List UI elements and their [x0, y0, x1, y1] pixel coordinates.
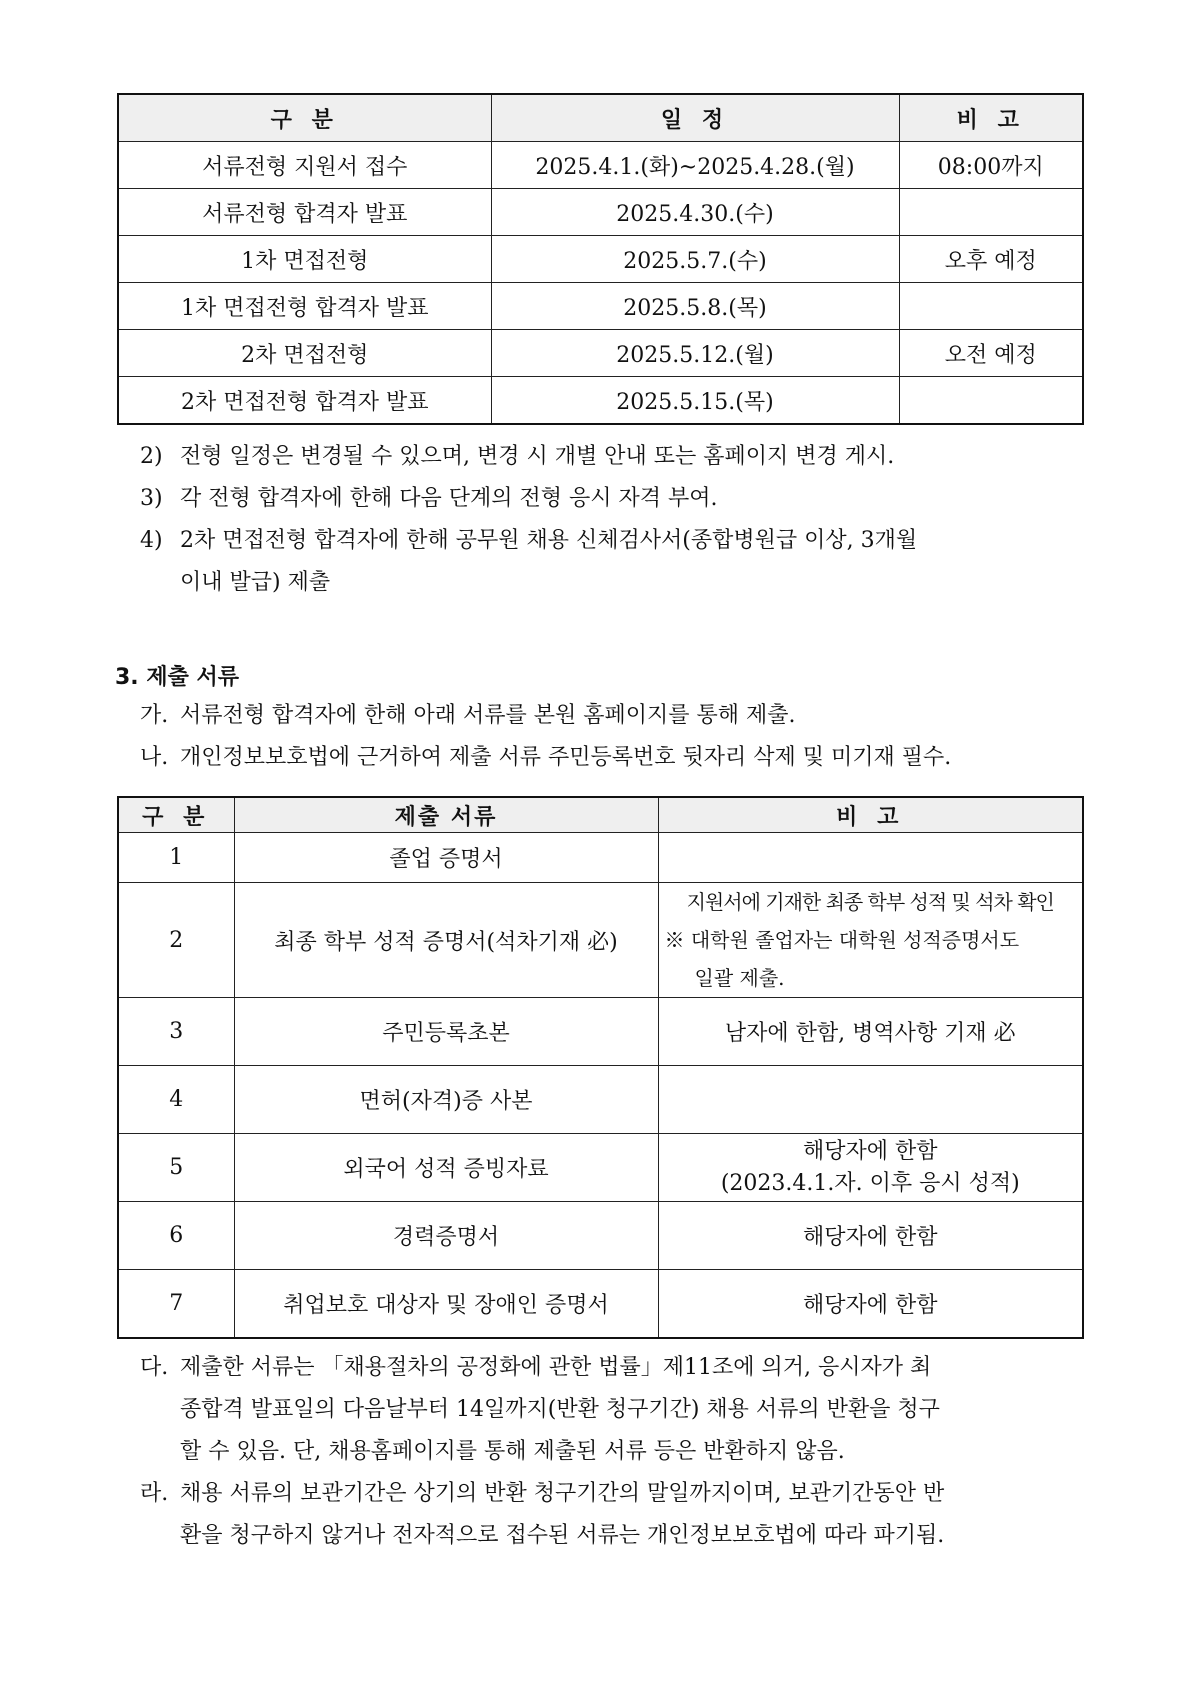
note-number: 3) [140, 486, 163, 511]
no-cell: 4 [118, 1066, 234, 1134]
table-row [118, 1134, 1083, 1202]
item-line: 제출한 서류는 「채용절차의 공정화에 관한 법률」제11조에 의거, 응시자가 최 [180, 1355, 932, 1380]
note-line: 지원서에 기재한 최종 학부 성적 및 석차 확인 [686, 890, 1054, 914]
note-number: 2) [140, 444, 163, 469]
no-cell: 7 [118, 1270, 234, 1338]
note-line: 해당자에 한함 [802, 1138, 938, 1164]
item-text: 개인정보보호법에 근거하여 제출 서류 주민등록번호 뒷자리 삭제 및 미기재 필수. [180, 745, 952, 770]
date-cell: 2025.4.30.(수) [491, 189, 899, 236]
note-line: ※ 대학원 졸업자는 대학원 성적증명서도 [664, 928, 1020, 952]
documents-table [117, 796, 1084, 1339]
note-cell [658, 883, 1083, 998]
document-cell: 면허(자격)증 사본 [234, 1066, 658, 1134]
date-cell: 2025.5.12.(월) [491, 330, 899, 377]
table-row [118, 883, 1083, 998]
note-cell [658, 833, 1083, 883]
note-line: 일괄 제출. [694, 966, 785, 990]
note-text: 2차 면접전형 합격자에 한해 공무원 채용 신체검사서(종합병원급 이상, 3개월 [180, 528, 918, 553]
table-row [118, 1270, 1083, 1338]
header-document: 제출 서류 [234, 797, 658, 833]
category-cell: 1차 면접전형 [118, 236, 491, 283]
note-cell [899, 189, 1083, 236]
note-cell: 해당자에 한함 [658, 1202, 1083, 1270]
section-item [140, 737, 1085, 779]
note-cell: 해당자에 한함 [658, 1270, 1083, 1338]
note-line: (2023.4.1.자. 이후 응시 성적) [720, 1170, 1020, 1196]
item-line: 종합격 발표일의 다음날부터 14일까지(반환 청구기간) 채용 서류의 반환을 청구 [180, 1397, 940, 1422]
note-cell [899, 283, 1083, 330]
closing-item [140, 1347, 1085, 1473]
document-cell: 졸업 증명서 [234, 833, 658, 883]
note-cell [658, 1134, 1083, 1202]
note-text: 전형 일정은 변경될 수 있으며, 변경 시 개별 안내 또는 홈페이지 변경 게시. [180, 444, 895, 469]
item-mark: 라. [140, 1481, 169, 1506]
note-cell [658, 1066, 1083, 1134]
document-cell: 외국어 성적 증빙자료 [234, 1134, 658, 1202]
header-date: 일 정 [491, 94, 899, 142]
table-row [118, 1202, 1083, 1270]
note-text: 각 전형 합격자에 한해 다음 단계의 전형 응시 자격 부여. [180, 486, 718, 511]
table-row [118, 377, 1083, 425]
note-cell: 08:00까지 [899, 142, 1083, 189]
document-cell: 최종 학부 성적 증명서(석차기재 必) [234, 883, 658, 998]
note-cell: 오전 예정 [899, 330, 1083, 377]
note-item [140, 520, 1085, 604]
table-row [118, 236, 1083, 283]
header-no: 구 분 [118, 797, 234, 833]
item-line: 환을 청구하지 않거나 전자적으로 접수된 서류는 개인정보보호법에 따라 파기됨. [180, 1523, 945, 1548]
table-row [118, 1066, 1083, 1134]
item-mark: 다. [140, 1355, 169, 1380]
table-row [118, 142, 1083, 189]
document-cell: 경력증명서 [234, 1202, 658, 1270]
note-number: 4) [140, 528, 163, 553]
note-cell: 오후 예정 [899, 236, 1083, 283]
table-header-row [118, 94, 1083, 142]
table-row [118, 330, 1083, 377]
table-row [118, 833, 1083, 883]
header-category: 구 분 [118, 94, 491, 142]
category-cell: 서류전형 합격자 발표 [118, 189, 491, 236]
table-row [118, 998, 1083, 1066]
no-cell: 2 [118, 883, 234, 998]
item-text: 서류전형 합격자에 한해 아래 서류를 본원 홈페이지를 통해 제출. [180, 703, 796, 728]
no-cell: 6 [118, 1202, 234, 1270]
category-cell: 2차 면접전형 합격자 발표 [118, 377, 491, 425]
section-item [140, 695, 1085, 737]
no-cell: 3 [118, 998, 234, 1066]
header-note: 비 고 [899, 94, 1083, 142]
closing-item [140, 1473, 1085, 1557]
date-cell: 2025.5.15.(목) [491, 377, 899, 425]
table-row [118, 189, 1083, 236]
note-cell [899, 377, 1083, 425]
date-cell: 2025.4.1.(화)~2025.4.28.(월) [491, 142, 899, 189]
document-cell: 주민등록초본 [234, 998, 658, 1066]
date-cell: 2025.5.7.(수) [491, 236, 899, 283]
item-mark: 가. [140, 703, 169, 728]
note-cell: 남자에 한함, 병역사항 기재 必 [658, 998, 1083, 1066]
note-item [140, 436, 1085, 478]
category-cell: 2차 면접전형 [118, 330, 491, 377]
item-mark: 나. [140, 745, 169, 770]
schedule-table [117, 93, 1084, 425]
header-note: 비 고 [658, 797, 1083, 833]
table-header-row [118, 797, 1083, 833]
section-title: 3. 제출 서류 [115, 665, 239, 690]
date-cell: 2025.5.8.(목) [491, 283, 899, 330]
item-line: 채용 서류의 보관기간은 상기의 반환 청구기간의 말일까지이며, 보관기간동안 반 [180, 1481, 945, 1506]
no-cell: 1 [118, 833, 234, 883]
table-row [118, 283, 1083, 330]
category-cell: 1차 면접전형 합격자 발표 [118, 283, 491, 330]
category-cell: 서류전형 지원서 접수 [118, 142, 491, 189]
note-continuation: 이내 발급) 제출 [180, 570, 331, 595]
no-cell: 5 [118, 1134, 234, 1202]
document-cell: 취업보호 대상자 및 장애인 증명서 [234, 1270, 658, 1338]
item-line: 할 수 있음. 단, 채용홈페이지를 통해 제출된 서류 등은 반환하지 않음. [180, 1439, 845, 1464]
note-item [140, 478, 1085, 520]
